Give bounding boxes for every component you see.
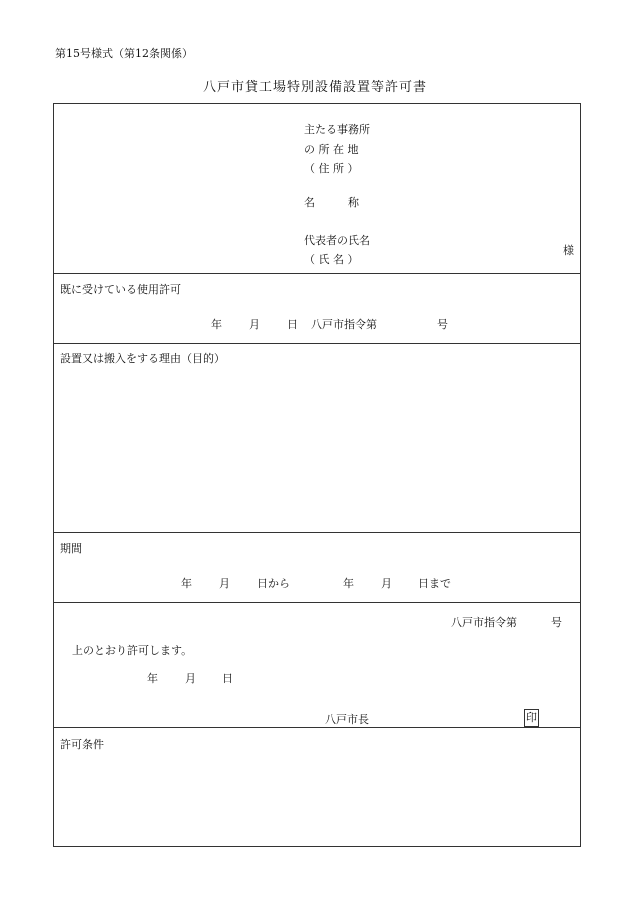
existing-permit-number-suffix: 号 bbox=[437, 318, 448, 331]
approval-year: 年 bbox=[147, 672, 158, 685]
divider bbox=[54, 343, 580, 344]
representative-label: 代表者の氏名 bbox=[304, 234, 370, 247]
existing-permit-month: 月 bbox=[249, 318, 260, 331]
approval-day: 日 bbox=[222, 672, 233, 685]
seal-mark: 印 bbox=[524, 709, 539, 727]
period-to-year: 年 bbox=[343, 577, 354, 590]
period-from-day: 日から bbox=[257, 577, 290, 590]
approval-statement: 上のとおり許可します。 bbox=[72, 644, 193, 657]
person-name-label: （ 氏 名 ） bbox=[304, 253, 359, 266]
location-label: の 所 在 地 bbox=[304, 143, 359, 156]
form-number: 第15号様式（第12条関係） bbox=[55, 47, 193, 60]
honorific: 様 bbox=[563, 244, 574, 257]
divider bbox=[54, 273, 580, 274]
permit-form-table bbox=[53, 103, 581, 847]
approval-order-prefix: 八戸市指令第 bbox=[451, 616, 517, 629]
mayor-label: 八戸市長 bbox=[325, 713, 369, 726]
period-from-year: 年 bbox=[181, 577, 192, 590]
existing-permit-day: 日 bbox=[287, 318, 298, 331]
divider bbox=[54, 532, 580, 533]
divider bbox=[54, 602, 580, 603]
office-label: 主たる事務所 bbox=[304, 123, 370, 136]
address-label: （ 住 所 ） bbox=[304, 162, 359, 175]
divider bbox=[54, 727, 580, 728]
period-label: 期間 bbox=[60, 542, 82, 555]
existing-permit-order-prefix: 八戸市指令第 bbox=[311, 318, 377, 331]
existing-permit-year: 年 bbox=[211, 318, 222, 331]
period-from-month: 月 bbox=[219, 577, 230, 590]
document-title: 八戸市貸工場特別設備設置等許可書 bbox=[202, 80, 427, 95]
name-label: 名 称 bbox=[304, 196, 359, 209]
existing-permit-label: 既に受けている使用許可 bbox=[60, 283, 181, 296]
approval-number-suffix: 号 bbox=[551, 616, 562, 629]
reason-label: 設置又は搬入をする理由（目的） bbox=[60, 352, 225, 365]
conditions-label: 許可条件 bbox=[60, 738, 104, 751]
period-to-month: 月 bbox=[381, 577, 392, 590]
period-to-day: 日まで bbox=[418, 577, 451, 590]
approval-month: 月 bbox=[185, 672, 196, 685]
